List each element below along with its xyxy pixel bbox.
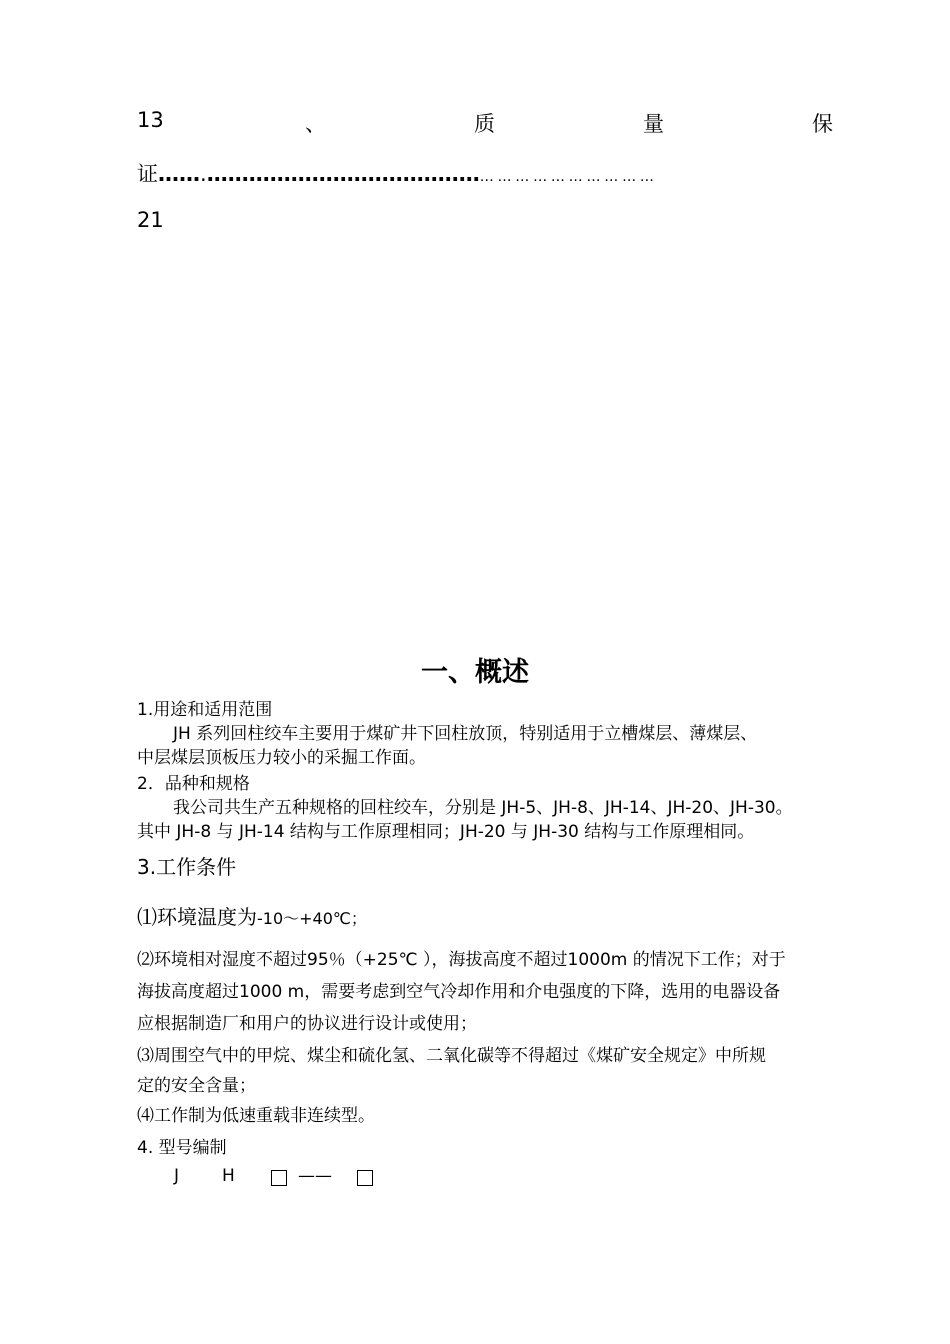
model-box-1 [271,1168,287,1192]
toc-dots-a: …… [158,162,200,186]
s2-title: 2．品种和规格 [137,774,250,794]
s3-title: 3.工作条件 [137,855,237,879]
model-h: H [222,1166,235,1186]
toc-char-4: 证 [137,162,158,186]
toc-separator: 、 [305,112,326,136]
s2-line-2: 其中 JH-8 与 JH-14 结构与工作原理相同；JH-20 与 JH-30 结构与工作原理相同。 [137,822,755,842]
condition-2-line-2: 海拔高度超过1000 m，需要考虑到空气冷却作用和介电强度的下降，选用的电器设备 [137,982,781,1002]
model-box-2 [357,1168,373,1192]
toc-page-number: 21 [137,208,164,232]
toc-dots-d: ………………………… [479,169,658,185]
condition-3-line-1: ⑶周围空气中的甲烷、煤尘和硫化氢、二氧化碳等不得超过《煤矿安全规定》中所规 [137,1046,766,1066]
toc-char-2: 量 [643,112,664,136]
condition-2-line-3: 应根据制造厂和用户的协议进行设计或使用； [137,1014,477,1034]
s1-line-1: JH 系列回柱绞车主要用于煤矿井下回柱放顶，特别适用于立槽煤层、薄煤层、 [173,724,758,744]
condition-4: ⑷工作制为低速重载非连续型。 [137,1106,375,1126]
toc-char-3: 保 [812,112,833,136]
s2-line-1: 我公司共生产五种规格的回柱绞车，分别是 JH-5、JH-8、JH-14、JH-20、JH-30。 [173,798,793,818]
condition-3-line-2: 定的安全含量； [137,1076,256,1096]
s4-title: 4. 型号编制 [137,1138,227,1158]
toc-dots-b: . [200,162,207,186]
toc-char-1: 质 [474,112,495,136]
section-heading: 一、概述 [421,657,529,688]
toc-dots-c: ………………………………… [206,162,480,186]
model-j: J [174,1166,180,1186]
model-dash: —— [298,1166,332,1186]
condition-1-value: -10～+40℃； [257,909,367,928]
condition-1 [137,905,367,931]
model-code [0,1164,950,1188]
condition-1-prefix: ⑴环境温度为 [137,905,257,929]
toc-leader-line [137,158,658,188]
s1-title: 1.用途和适用范围 [137,700,273,720]
toc-number: 13 [137,108,164,132]
condition-2-line-1: ⑵环境相对湿度不超过95％（+25℃ ），海拔高度不超过1000m 的情况下工作；对于 [137,950,786,970]
s1-line-2: 中层煤层顶板压力较小的采掘工作面。 [137,748,426,768]
